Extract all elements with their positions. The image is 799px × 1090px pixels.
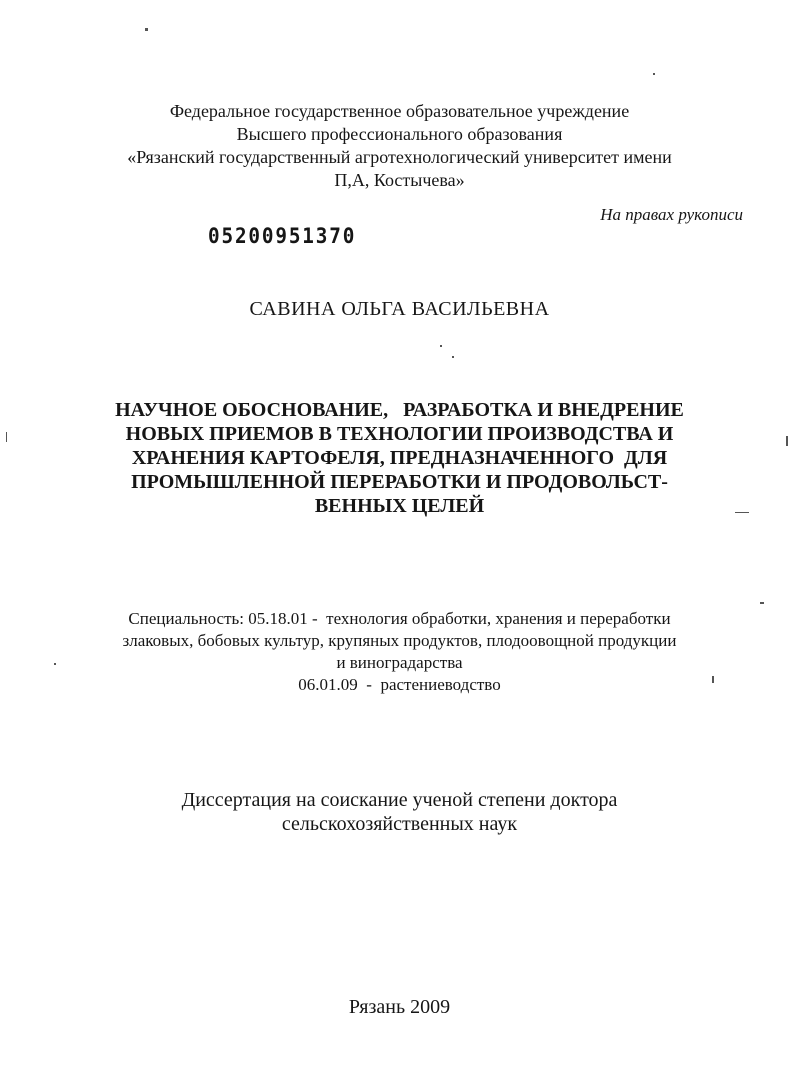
specialty-line-1: Специальность: 05.18.01 - технология обработки, хранения и переработки	[128, 609, 671, 628]
specialty-line-4: 06.01.09 - растениеводство	[298, 675, 501, 694]
specialty-line-3: и виноградарства	[336, 653, 463, 672]
institution-line-1: Федеральное государственное образовательное учреждение	[169, 101, 630, 121]
degree-line-1: Диссертация на соискание ученой степени доктора	[181, 789, 618, 811]
scan-speck	[440, 345, 442, 347]
scan-speck	[786, 436, 788, 446]
scan-speck	[145, 28, 148, 31]
author-name: САВИНА ОЛЬГА ВАСИЛЬЕВНА	[249, 298, 550, 320]
scan-speck	[735, 512, 749, 513]
scan-speck	[760, 602, 764, 604]
title-line-4: ПРОМЫШЛЕННОЙ ПЕРЕРАБОТКИ И ПРОДОВОЛЬСТ-	[131, 471, 668, 493]
specialty-block	[0, 608, 799, 696]
specialty-line-2: злаковых, бобовых культур, крупяных продуктов, плодоовощной продукции	[122, 631, 677, 650]
institution-line-4: П,А, Костычева»	[334, 170, 465, 190]
title-line-2: НОВЫХ ПРИЕМОВ В ТЕХНОЛОГИИ ПРОИЗВОДСТВА И	[125, 423, 674, 445]
degree-statement	[0, 788, 799, 836]
title-line-1: НАУЧНОЕ ОБОСНОВАНИЕ, РАЗРАБОТКА И ВНЕДРЕНИЕ	[115, 399, 684, 421]
institution-line-3: «Рязанский государственный агротехнологический университет имени	[127, 147, 672, 167]
scan-speck	[452, 356, 454, 358]
title-line-5: ВЕННЫХ ЦЕЛЕЙ	[314, 495, 485, 517]
scan-speck	[712, 676, 714, 683]
city-year: Рязань 2009	[348, 996, 451, 1018]
institution-line-2: Высшего профессионального образования	[236, 124, 563, 144]
degree-line-2: сельскохозяйственных наук	[281, 813, 518, 835]
manuscript-note: На правах рукописи	[600, 205, 743, 224]
dissertation-title	[0, 398, 799, 518]
scan-speck	[6, 432, 7, 442]
archive-number: 05200951370	[208, 224, 357, 248]
title-line-3: ХРАНЕНИЯ КАРТОФЕЛЯ, ПРЕДНАЗНАЧЕННОГО ДЛЯ	[131, 447, 668, 469]
scan-speck	[653, 73, 655, 75]
scan-speck	[54, 663, 56, 665]
institution-header	[0, 100, 799, 192]
